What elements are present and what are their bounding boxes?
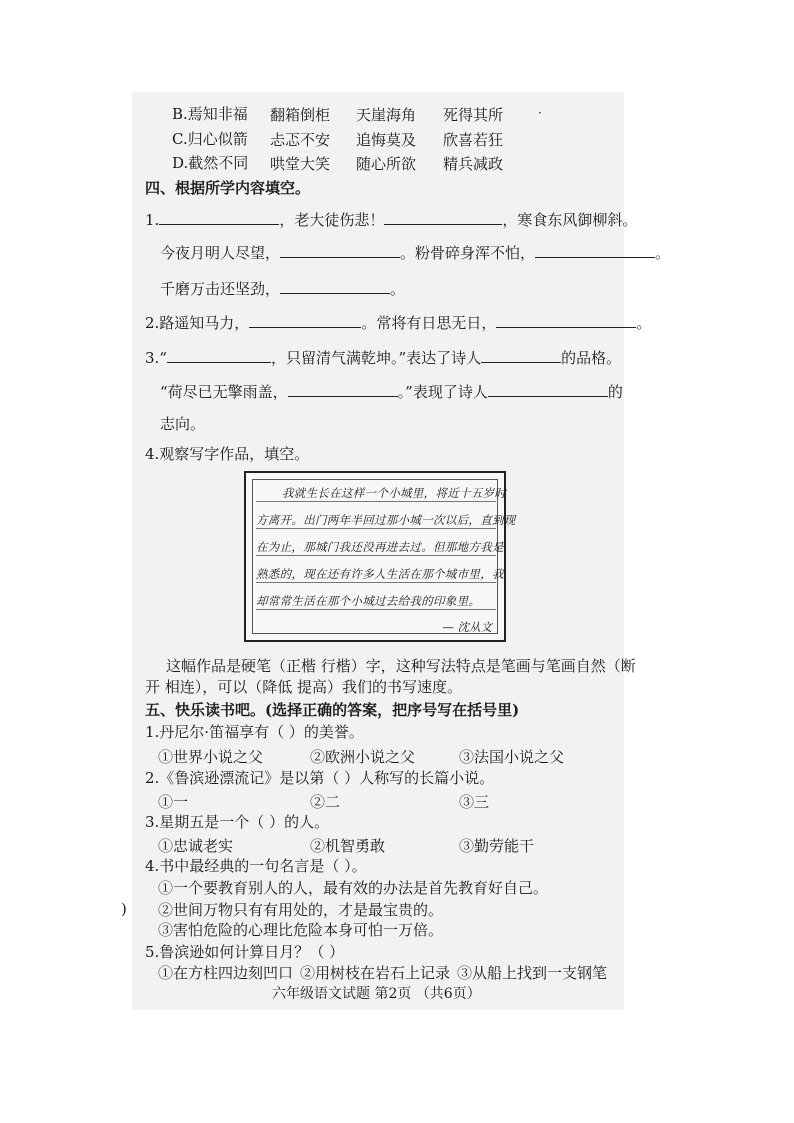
q5-4-option-2: ②世间万物只有有用处的，才是最宝贵的。 xyxy=(158,901,444,919)
poem-text: 3.“ xyxy=(145,349,167,367)
option-c-word-3: 欣喜若狂 xyxy=(443,131,504,149)
option-d-label: D.截然不同 xyxy=(172,154,249,172)
answer-blank[interactable] xyxy=(535,243,655,258)
q4-1-line-1 xyxy=(145,210,637,230)
q5-4-option-1: ①一个要教育别人的人，最有效的办法是首先教育好自己。 xyxy=(158,879,549,897)
section-4-title: 四、根据所学内容填空。 xyxy=(145,179,311,197)
q4-3-line-2 xyxy=(160,382,623,402)
option-c-label: C.归心似箭 xyxy=(172,130,248,148)
poem-text: 。 xyxy=(390,280,406,298)
answer-blank[interactable] xyxy=(288,382,398,397)
poem-text: ，老大徒伤悲！ xyxy=(279,211,385,229)
calligraphy-line-1: 我就生长在这样一个小城里，将近十五岁时 xyxy=(256,485,496,502)
q4-1-line-3 xyxy=(160,279,405,299)
calligraphy-signature: — 沈从文 xyxy=(442,620,492,634)
option-b-word-1: 翻箱倒柜 xyxy=(270,106,331,124)
poem-text: ，寒食东风御柳斜。 xyxy=(502,211,638,229)
option-b-label: B.焉知非福 xyxy=(172,105,248,123)
q5-3: 3.星期五是一个（ ）的人。 xyxy=(145,813,330,831)
option-d-word-1: 哄堂大笑 xyxy=(270,155,331,173)
q5-5-option-3: ③从船上找到一支钢笔 xyxy=(457,964,608,982)
answer-blank[interactable] xyxy=(167,348,271,363)
poem-text: 。 xyxy=(636,314,652,332)
poem-text: “荷尽已无擎雨盖， xyxy=(160,383,288,401)
q5-5-option-2: ②用树枝在岩石上记录 xyxy=(300,964,451,982)
q4-1-line-2 xyxy=(160,243,670,263)
q4-4-title: 4.观察写字作品，填空。 xyxy=(145,445,310,463)
calligraphy-line-4: 熟悉的，现在还有许多人生活在那个城市里，我 xyxy=(256,567,504,581)
q4-4-text-2: 开 相连），可以（降低 提高）我们的书写速度。 xyxy=(145,678,463,696)
q-number: 1. xyxy=(145,211,160,229)
q5-4-option-3: ③害怕危险的心理比危险本身可怕一万倍。 xyxy=(158,921,444,939)
q5-2-option-1: ①一 xyxy=(158,793,189,811)
margin-mark: ) xyxy=(121,900,127,918)
option-d-word-3: 精兵减政 xyxy=(443,155,504,173)
q5-3-option-2: ②机智勇敢 xyxy=(310,837,386,855)
speck: · xyxy=(538,106,542,120)
page-footer: 六年级语文试题 第2页 （共6页） xyxy=(272,986,481,1002)
q5-1-option-2: ②欧洲小说之父 xyxy=(310,748,416,766)
q4-4-text-1: 这幅作品是硬笔（正楷 行楷）字，这种写法特点是笔画与笔画自然（断 xyxy=(166,657,636,675)
option-b-word-3: 死得其所 xyxy=(443,106,504,124)
q5-3-option-1: ①忠诚老实 xyxy=(158,837,234,855)
q5-1-option-1: ①世界小说之父 xyxy=(158,748,264,766)
poem-text: 。粉骨碎身浑不怕， xyxy=(400,244,536,262)
poem-text: 的 xyxy=(607,383,623,401)
option-b-word-2: 天崖海角 xyxy=(356,106,417,124)
calligraphy-line-3: 在为止，那城门我还没再进去过。但那地方我是 xyxy=(256,540,504,554)
section-5-title: 五、快乐读书吧。(选择正确的答案，把序号写在括号里) xyxy=(145,701,520,719)
calligraphy-line-2: 方离开。出门两年半回过那小城一次以后，直到现 xyxy=(256,513,516,527)
q4-3-line-3: 志向。 xyxy=(160,415,206,433)
option-c-word-2: 追悔莫及 xyxy=(356,131,417,149)
poem-text: 。”表现了诗人 xyxy=(397,383,488,401)
poem-text: 的品格。 xyxy=(561,349,622,367)
answer-blank[interactable] xyxy=(488,382,608,397)
poem-text: 。常将有日思无日， xyxy=(361,314,497,332)
answer-blank[interactable] xyxy=(249,313,361,328)
answer-blank[interactable] xyxy=(496,313,636,328)
poem-text: ，只留清气满乾坤。”表达了诗人 xyxy=(270,349,482,367)
answer-blank[interactable] xyxy=(280,279,390,294)
q5-5-option-1: ①在方柱四边刻凹口 xyxy=(158,964,294,982)
q5-2: 2.《鲁滨逊漂流记》是以第（ ）人称写的长篇小说。 xyxy=(145,769,495,787)
q5-3-option-3: ③勤劳能干 xyxy=(459,837,535,855)
q4-2-line xyxy=(145,313,651,333)
poem-text: 2.路遥知马力， xyxy=(145,314,250,332)
q5-2-option-3: ③三 xyxy=(459,793,490,811)
calligraphy-frame xyxy=(252,479,516,634)
answer-blank[interactable] xyxy=(384,210,502,225)
poem-text: 今夜月明人尽望， xyxy=(160,244,281,262)
answer-blank[interactable] xyxy=(159,210,279,225)
q5-5: 5.鲁滨逊如何计算日月？（ ） xyxy=(145,943,345,961)
poem-text: 。 xyxy=(655,244,671,262)
poem-text: 千磨万击还坚劲， xyxy=(160,280,281,298)
q4-3-line-1 xyxy=(145,348,621,368)
q5-1-option-3: ③法国小说之父 xyxy=(459,748,565,766)
answer-blank[interactable] xyxy=(280,243,400,258)
calligraphy-sample xyxy=(244,471,516,642)
answer-blank[interactable] xyxy=(481,348,561,363)
option-c-word-1: 忐忑不安 xyxy=(270,131,331,149)
option-d-word-2: 随心所欲 xyxy=(356,155,417,173)
calligraphy-line-5: 却常常生活在那个小城过去给我的印象里。 xyxy=(256,593,496,610)
q5-4: 4.书中最经典的一句名言是（ ）。 xyxy=(145,857,367,875)
q5-2-option-2: ②二 xyxy=(310,793,341,811)
q5-1: 1.丹尼尔·笛福享有（ ）的美誉。 xyxy=(145,723,364,741)
